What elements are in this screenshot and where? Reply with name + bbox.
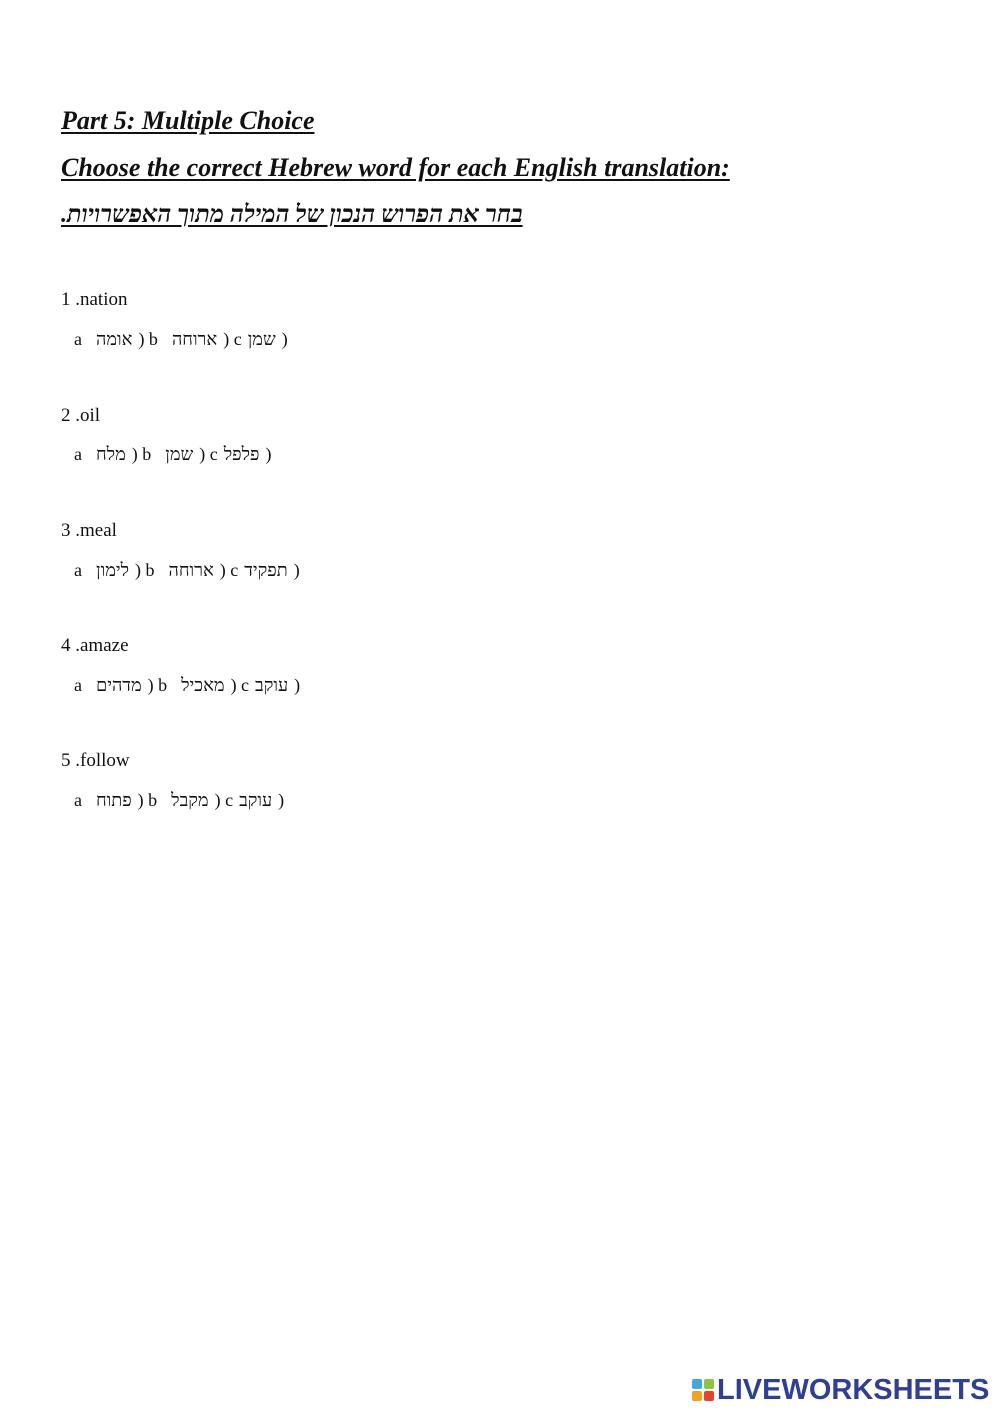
choice-a-word[interactable]: אומה: [96, 329, 133, 349]
question-1-choices: [74, 329, 288, 350]
choice-close-paren: ): [278, 790, 285, 810]
choice-close-paren: ): [293, 560, 300, 580]
choice-c-label: ) c: [199, 444, 218, 464]
choice-c-label: ) c: [219, 560, 239, 580]
choice-c-word[interactable]: תפקיד: [244, 560, 288, 580]
choice-a-label: a: [74, 444, 82, 464]
page-title: Part 5: Multiple Choice: [61, 106, 315, 135]
liveworksheets-watermark: [692, 1374, 989, 1406]
choice-a-word[interactable]: מדהים: [96, 675, 142, 695]
question-2-choices: [74, 444, 271, 465]
choice-a-label: a: [74, 675, 82, 695]
choice-a-label: a: [74, 329, 82, 349]
choice-b-word[interactable]: ארוחה: [171, 329, 218, 349]
choice-close-paren: ): [265, 444, 272, 464]
choice-b-word[interactable]: ארוחה: [168, 560, 214, 580]
choice-a-word[interactable]: פתוח: [96, 790, 132, 810]
choice-a-word[interactable]: מלח: [96, 444, 126, 464]
choice-b-label: ) b: [137, 790, 158, 810]
choice-a-label: a: [74, 790, 82, 810]
choice-b-label: ) b: [131, 444, 152, 464]
choice-c-label: ) c: [214, 790, 234, 810]
question-2-prompt: 2 .oil: [61, 405, 101, 426]
choice-c-word[interactable]: עוקב: [239, 790, 273, 810]
choice-c-word[interactable]: עוקב: [255, 675, 289, 695]
logo-tile: [692, 1379, 702, 1389]
choice-close-paren: ): [294, 675, 301, 695]
question-3-prompt: 3 .meal: [61, 520, 117, 541]
choice-c-label: ) c: [223, 329, 242, 349]
question-1-prompt: 1 .nation: [61, 289, 128, 310]
choice-a-label: a: [74, 560, 82, 580]
choice-b-label: ) b: [135, 560, 155, 580]
choice-b-label: ) b: [138, 329, 158, 349]
liveworksheets-wordmark: LIVEWORKSHEETS: [717, 1373, 990, 1406]
question-5-prompt: 5 .follow: [61, 750, 130, 771]
choice-b-word[interactable]: מקבל: [171, 790, 209, 810]
question-4-choices: [74, 675, 300, 696]
logo-tile: [704, 1391, 714, 1401]
question-3-choices: [74, 560, 300, 581]
choice-a-word[interactable]: לימון: [96, 560, 130, 580]
choice-b-label: ) b: [147, 675, 168, 695]
instructions-hebrew: בחר את הפרוש הנכון של המילה מתוך האפשרויות.: [61, 202, 523, 228]
logo-tile: [704, 1379, 714, 1389]
liveworksheets-logo-icon: [692, 1379, 714, 1401]
question-5-choices: [74, 790, 284, 811]
choice-b-word[interactable]: שמן: [165, 444, 194, 464]
question-4-prompt: 4 .amaze: [61, 635, 129, 656]
choice-c-label: ) c: [230, 675, 250, 695]
choice-close-paren: ): [281, 329, 288, 349]
choice-c-word[interactable]: פלפל: [223, 444, 260, 464]
logo-tile: [692, 1391, 702, 1401]
choice-c-word[interactable]: שמן: [247, 329, 276, 349]
instructions-english: Choose the correct Hebrew word for each English translation:: [61, 153, 730, 182]
choice-b-word[interactable]: מאכיל: [181, 675, 225, 695]
